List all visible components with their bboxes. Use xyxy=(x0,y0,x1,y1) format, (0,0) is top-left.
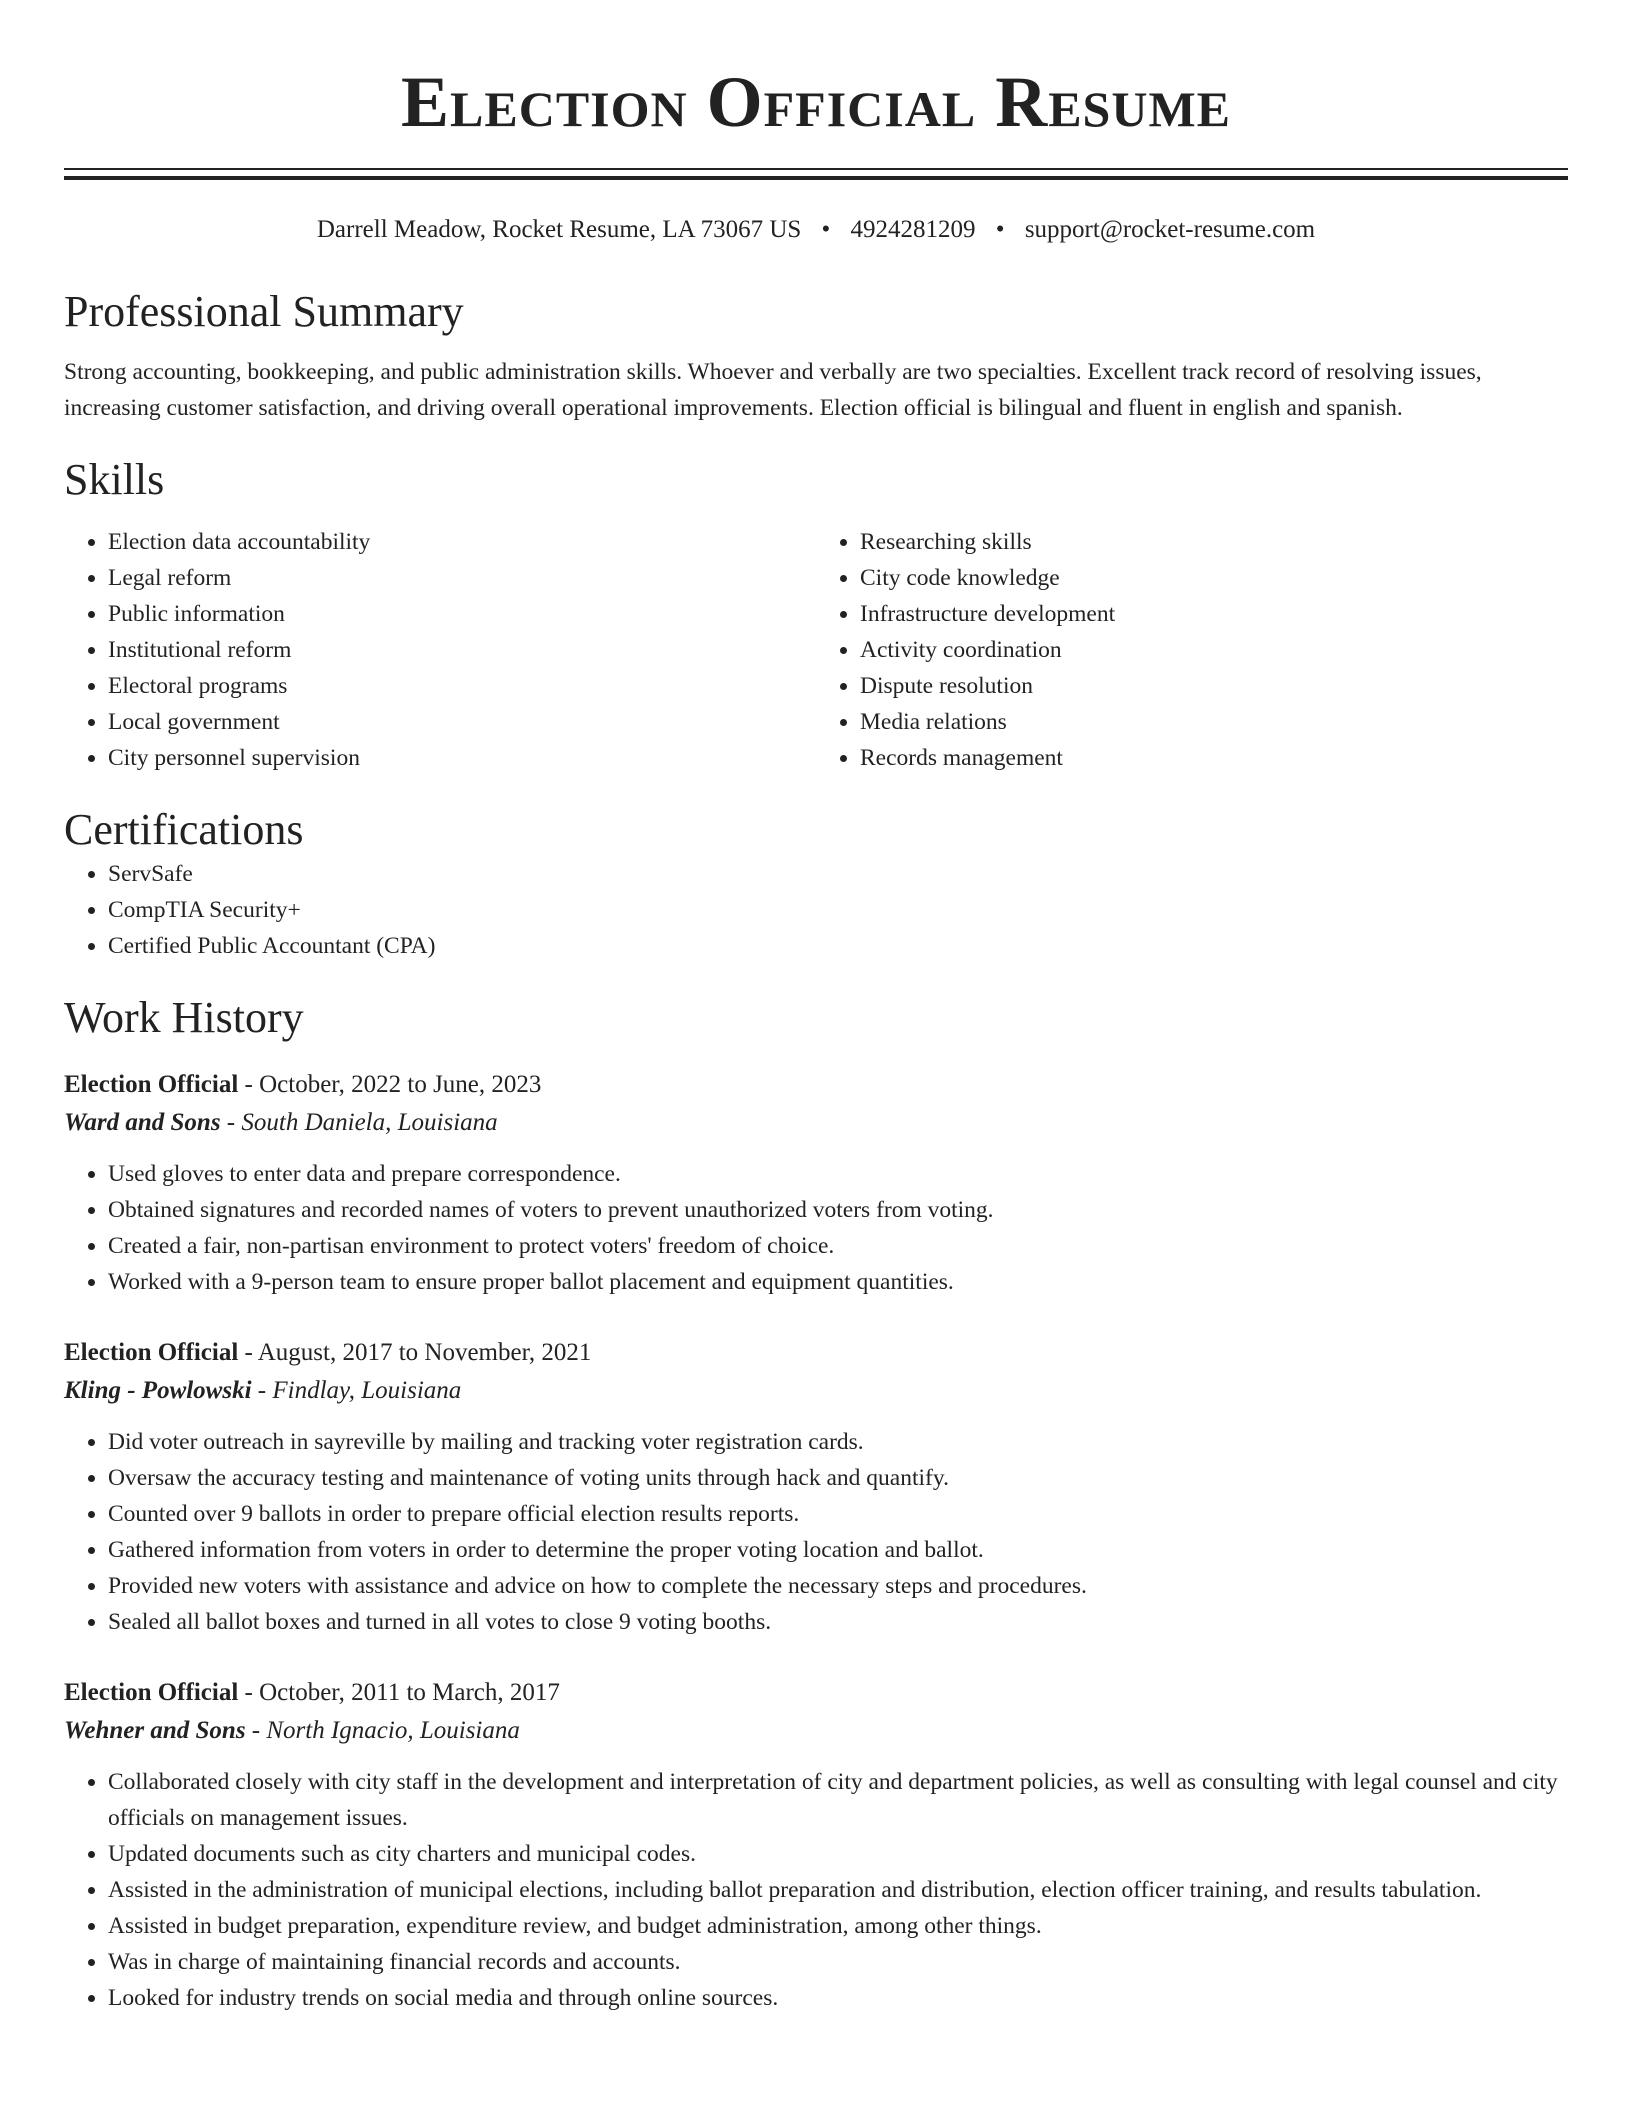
job-bullet: • Collaborated closely with city staff in the development and interpretation of city and department policies, as well as consulting with legal counsel and city officials on management issues. xyxy=(108,1764,1568,1836)
job-company-line xyxy=(64,1712,1568,1750)
title-divider xyxy=(64,168,1568,180)
resume-page xyxy=(64,0,1568,2016)
job-bullet: • Used gloves to enter data and prepare correspondence. xyxy=(108,1156,1568,1192)
job-location: - South Daniela, Louisiana xyxy=(226,1109,498,1136)
job-bullet: • Looked for industry trends on social media and through online sources. xyxy=(108,1980,1568,2016)
job-company: Wehner and Sons xyxy=(64,1717,246,1744)
job-bullets xyxy=(64,1424,1568,1640)
certification-item: • Certified Public Accountant (CPA) xyxy=(108,928,1568,964)
job-entry xyxy=(64,1066,1568,1300)
job-title-line xyxy=(64,1066,1568,1104)
work-history-heading: Work History xyxy=(64,993,304,1042)
contact-separator: • xyxy=(821,216,831,243)
skill-item: • Public information xyxy=(108,596,816,632)
job-bullet: • Created a fair, non-partisan environment to protect voters' freedom of choice. xyxy=(108,1228,1568,1264)
job-dates: - October, 2022 to June, 2023 xyxy=(244,1071,542,1098)
job-bullet: • Assisted in the administration of municipal elections, including ballot preparation and distribution, election officer training, and results tabulation. xyxy=(108,1872,1568,1908)
job-role: Election Official xyxy=(64,1679,239,1706)
job-bullets xyxy=(64,1764,1568,2016)
job-bullet: • Oversaw the accuracy testing and maintenance of voting units through hack and quantify. xyxy=(108,1460,1568,1496)
job-bullet: • Did voter outreach in sayreville by mailing and tracking voter registration cards. xyxy=(108,1424,1568,1460)
skill-item: • Electoral programs xyxy=(108,668,816,704)
skill-item: • Researching skills xyxy=(860,524,1568,560)
job-entry xyxy=(64,1674,1568,2016)
job-role: Election Official xyxy=(64,1339,239,1366)
job-location: - Findlay, Louisiana xyxy=(257,1377,462,1404)
contact-line xyxy=(64,214,1568,246)
contact-address: Darrell Meadow, Rocket Resume, LA 73067 US xyxy=(316,216,802,243)
job-dates: - October, 2011 to March, 2017 xyxy=(244,1679,560,1706)
job-bullet: • Worked with a 9-person team to ensure proper ballot placement and equipment quantities. xyxy=(108,1264,1568,1300)
job-role: Election Official xyxy=(64,1071,239,1098)
contact-email: support@rocket-resume.com xyxy=(1024,216,1316,243)
job-bullet: • Updated documents such as city charters and municipal codes. xyxy=(108,1836,1568,1872)
certification-item: • CompTIA Security+ xyxy=(108,892,1568,928)
job-bullet: • Gathered information from voters in order to determine the proper voting location and ballot. xyxy=(108,1532,1568,1568)
skill-item: • Election data accountability xyxy=(108,524,816,560)
certifications-list xyxy=(64,856,1568,964)
job-company-line xyxy=(64,1372,1568,1410)
job-bullets xyxy=(64,1156,1568,1300)
summary-heading: Professional Summary xyxy=(64,287,464,336)
skills-list-left xyxy=(64,524,816,776)
job-company: Kling - Powlowski xyxy=(64,1377,252,1404)
skills-heading: Skills xyxy=(64,455,165,504)
resume-title: Election Official Resume xyxy=(400,62,1231,142)
job-entry xyxy=(64,1334,1568,1640)
certifications-heading: Certifications xyxy=(64,805,304,854)
job-bullet: • Was in charge of maintaining financial records and accounts. xyxy=(108,1944,1568,1980)
job-bullet: • Obtained signatures and recorded names of voters to prevent unauthorized voters from voting. xyxy=(108,1192,1568,1228)
skill-item: • City code knowledge xyxy=(860,560,1568,596)
job-bullet: • Provided new voters with assistance and advice on how to complete the necessary steps and procedures. xyxy=(108,1568,1568,1604)
contact-phone: 4924281209 xyxy=(850,216,976,243)
job-dates: - August, 2017 to November, 2021 xyxy=(244,1339,592,1366)
skills-list-right xyxy=(816,524,1568,776)
skill-item: • Legal reform xyxy=(108,560,816,596)
contact-separator: • xyxy=(995,216,1005,243)
divider-thick-line xyxy=(64,176,1568,180)
skill-item: • Activity coordination xyxy=(860,632,1568,668)
skill-item: • Local government xyxy=(108,704,816,740)
job-company-line xyxy=(64,1104,1568,1142)
skill-item: • Institutional reform xyxy=(108,632,816,668)
job-company: Ward and Sons xyxy=(64,1109,221,1136)
skill-item: • Infrastructure development xyxy=(860,596,1568,632)
summary-text: Strong accounting, bookkeeping, and public administration skills. Whoever and verbally are two specialties. Excellent track record of resolving issues, increasing customer satisfaction, and driving overall operational improvements. Election official is bilingual and fluent in english and spanish. xyxy=(64,359,1482,421)
skill-item: • Records management xyxy=(860,740,1568,776)
skill-item: • Dispute resolution xyxy=(860,668,1568,704)
certification-item: • ServSafe xyxy=(108,856,1568,892)
skill-item: • Media relations xyxy=(860,704,1568,740)
divider-thin-line xyxy=(64,168,1568,170)
job-bullet: • Sealed all ballot boxes and turned in all votes to close 9 voting booths. xyxy=(108,1604,1568,1640)
skills-columns xyxy=(64,524,1568,776)
job-bullet: • Assisted in budget preparation, expenditure review, and budget administration, among other things. xyxy=(108,1908,1568,1944)
skill-item: • City personnel supervision xyxy=(108,740,816,776)
job-title-line xyxy=(64,1674,1568,1712)
job-title-line xyxy=(64,1334,1568,1372)
job-bullet: • Counted over 9 ballots in order to prepare official election results reports. xyxy=(108,1496,1568,1532)
job-location: - North Ignacio, Louisiana xyxy=(251,1717,520,1744)
